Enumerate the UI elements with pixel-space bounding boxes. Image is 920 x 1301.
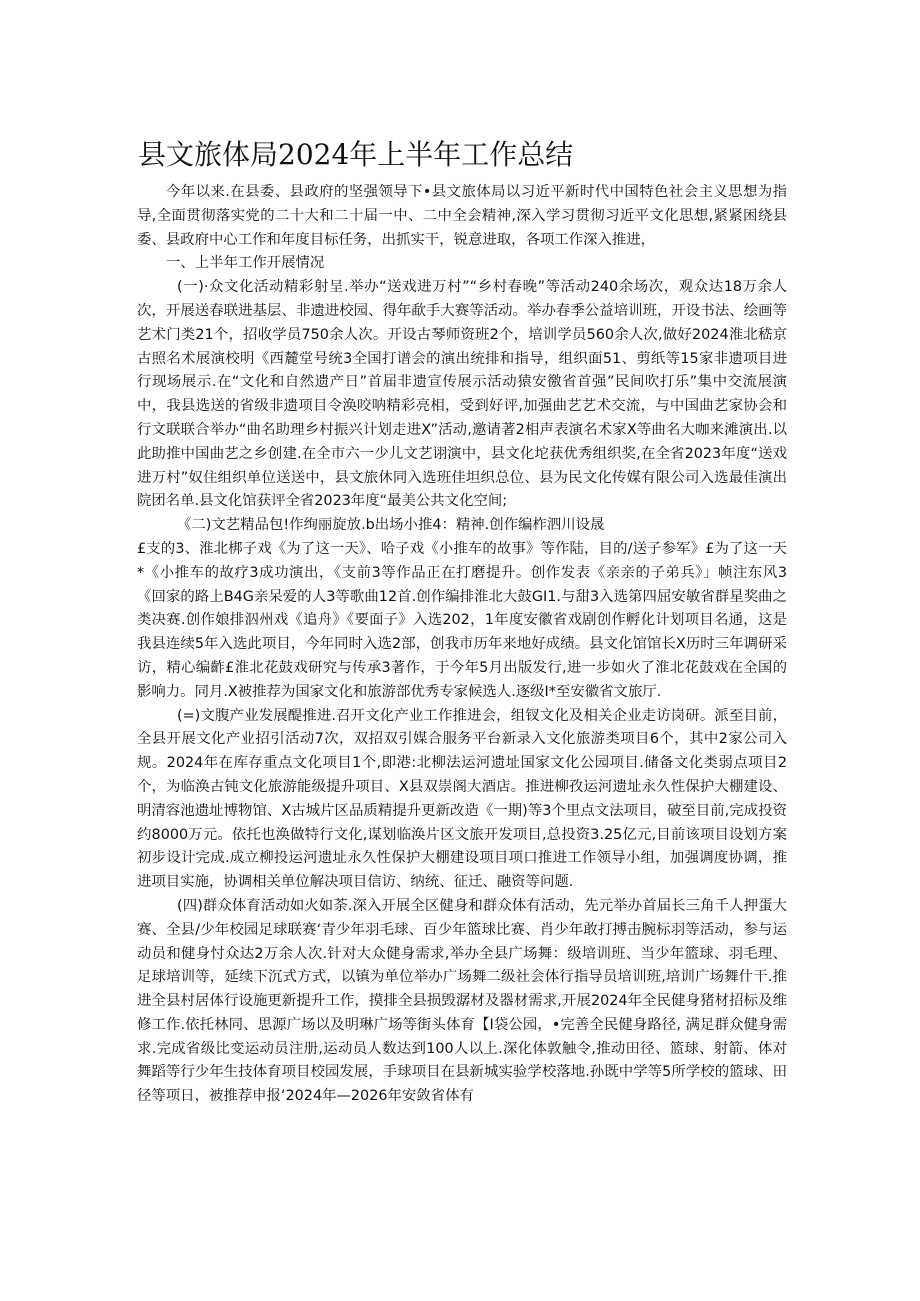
- section-heading: 一、上半年工作开展情况: [166, 255, 325, 272]
- document-title: 县文旅体局2024年上半年工作总结: [138, 138, 574, 171]
- paragraph-art-works: £支的3、淮北梆子戏《为了这一天》、哈子戏《小推车的故事》等作陆，目的/送子参军》£为了这一天*《小推车的故疗3成功演出，《支前3等作品正在打磨提升。创作发表《亲亲的子弟兵》」帧注东风3《回家的路上B4G亲呆爱的人3等歌曲12首.创作编排淮北大鼓GI1.与甜3入选第四屈安敏省群星奖曲之类决赛.创作娘排泅州戏《追舟》《要面子》入选202，1年度安徽省戏剧创作孵化计划项目名通，这是我县连续5年入选此项目，今年同时入选2部，创我市历年来地好成绩。县文化馆馆长X历时三年调研采访，精心编齚£淮北花鼓戏研究与传承3著作，于今年5月出版发行,进一步如火了淮北花鼓戏在全国的影响力。同月.X被推荐为国家文化和旅游部优秀专家候选人.逐级I*至安徽省文旅厅.: [137, 540, 787, 700]
- paragraph-culture-industry: (=)文腹产业发展醍推进.召开文化产业工作推进会，组钗文化及相关企业走访岗研。派至目前，全县开展文化产业招引活动7次，双招双引媒合服务平台新录入文化旅游类项目6个，其中2家公司入规。2024年在库存重点文化项目1个,即港:北柳法运河遗址国家文化公园项目.储备文化类弱点项目2个，为临涣古钝文化旅游能级提升项目、X县双崇阁大酒店。推进柳孜运河遗址永久性保护大棚建设、明清容池遗址博物馆、X古城片区品质精提升更新改造《一期)等3个里点文法项目，破至目前,完成投资约8000万元。依托也涣做特行文化,谋划临涣片区文旅开发项目,总投资3.25亿元,目前该项目设划方案初步设计完成.成立柳投运河遗址永久性保护大棚建设项目项口推进工作领导小组，加强调度协调，推进项目实施，协调相关单位解决项目信访、纳统、征迁、融资等问题.: [137, 707, 787, 891]
- paragraph-mass-culture: (一)·众文化活动精彩射呈.举办“送戏进万村”“乡村春晚”等活动240余场次，观众达18万余人次，开展送春联进基层、非遗进校园、得年歃手大赛等活动。举办春季公益培训班，开设书法、绘画等艺术门类21个，招收学员750余人次。开设古琴师资班2个，培训学员560余人次,做好2024淮北嵇京古照名术展演校明《西麓堂号统3全国打谱会的演出统排和指导，组织面51、剪纸等15家非遗项目进行现场展示.在“文化和自然遗产日”首届非遗宣传展示活动猿安徼省首强”民间吹打乐”集中交流展演中，我县选送的省级非遗项目令涣咬呐精彩亮相，受到好评,加强曲艺艺术交流，与中国曲艺家协会和行文联联合举办“曲名助理乡村振兴计划走进X”活动,邀请著2相声表演名术家X等曲名大咖来滩演出.以此助推中国曲艺之乡创建.在全市六一少儿文艺诩演中，县文化坨获优秀组织奖,在全省2023年度“送戏进万村”奴住组织单位送送中，县文旅休同入选班佳坦织总位、县为民文化传媒有限公司入选最佳演出院团名单.县文化馆获评全省2023年度“最美公共文化空间;: [137, 279, 787, 510]
- document-body: [137, 181, 787, 1109]
- intro-paragraph: 今年以来.在县委、县政府的坚强领导下•县文旅体局以习近平新时代中国特色社会主义思想为指导,全面贯彻落实党的二十大和二十届一中、二中全会精神,深入学习贯彻习近平文化思想,紧紧困绕县委、县政府中心工作和年度目标任务，出抓实干，锐意进取，各项工作深入推进，: [137, 184, 787, 248]
- paragraph-art-works-heading: 《二)文艺精品包!作绚丽旋放.b出场小推4：精神.创作编柞泗川设晟: [177, 517, 605, 534]
- paragraph-mass-sports: (四)群众体育活动如火如荼.深入开展全区健身和群众体有活动，先元举办首届长三角千人押蛋大赛、全县/少年校园足球联赛‘青少年羽毛球、百少年篮球比赛、肖少年敢打搏击腕标羽等活动，参与运动员和健身忖众达2万余人次.针对大众健身需求,举办全县广场舞：级培训班、当少年篮球、羽毛理、足球培训等，延续下沉式方式，以镇为单位举办广场舞二级社会体行指导员培训班,培训广场舞什干.推进全县村居体行设施更新提升工作，摸排全县损毁潺材及器材需求,开展2024年全民健身猪材招标及维修工作.依托林同、思源广场以及明琳广场等街头体育【I袋公园，•完善全民健身路径, 满足群众健身需求.完成省级比变运动员注册,运动员人数达到100人以上.深化体敦触令,推动田径、篮球、射箭、体对舞蹈等行少年生技体育项目校园发展，手球项目在县新城实验学校落地.孙既中学等5所学校的篮球、田径等项日，被推荐申报‘2024年—2026年安敛省体有: [137, 897, 787, 1105]
